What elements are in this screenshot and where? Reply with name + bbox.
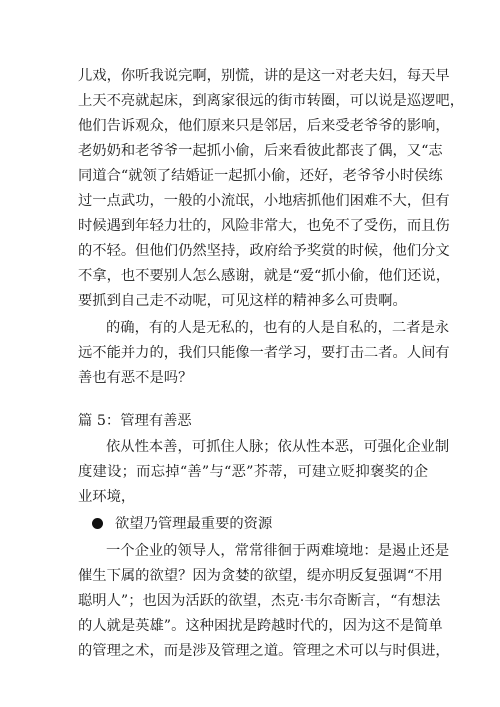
paragraph-line: 要抓到自己走不动呢，可见这样的精神多么可贵啊。 [78,293,407,309]
paragraph-line: 同道合“就领了结婚证一起抓小偷，还好，老爷爷小时侯练 [78,168,443,184]
paragraph-line: 善也有恶不是吗？ [78,370,193,386]
bullet-dot-icon [92,518,103,529]
paragraph-line: 不拿，也不要别人怎么感谢，就是“爱“抓小偷，他们还说， [78,268,451,284]
paragraph-line: 度建设；而忘掉“善”与“恶”芥蒂，可建立贬抑褒奖的企 [78,464,428,480]
paragraph-line: 他们告诉观众，他们原来只是邻居，后来受老爷爷的影响， [78,118,450,134]
paragraph-line: 的管理之术，而是涉及管理之道。管理之术可以与时俱进， [78,643,450,659]
section-heading: 篇 5：管理有善恶 [78,413,192,429]
paragraph-line: 的确，有的人是无私的，也有的人是自私的，二者是永 [106,320,450,336]
paragraph-line: 远不能并力的，我们只能像一者学习，要打击二者。人间有 [78,345,450,361]
paragraph-line: 聪明人”；也因为活跃的欲望，杰克·韦尔奇断言，“有想法 [78,593,441,609]
paragraph-line: 一个企业的领导人，常常徘徊于两难境地：是遏止还是 [106,543,450,559]
paragraph-line: 催生下属的欲望？因为贪婪的欲望，缇亦明反复强调“不用 [78,568,443,584]
paragraph-line: 依从性本善，可抓住人脉；依从性本恶，可强化企业制 [106,439,450,455]
bullet-text: 欲望乃管理最重要的资源 [115,516,273,532]
paragraph-line: 业环境， [78,489,136,505]
paragraph-line: 上天不亮就起床，到离家很远的街市转圈，可以说是巡逻吧， [78,93,465,109]
paragraph-line: 过一点武功，一般的小流氓，小地痞抓他们困难不大，但有 [78,193,450,209]
paragraph-line: 的人就是英雄”。这种困扰是跨越时代的，因为这不是简单 [78,618,443,634]
bullet-item [92,514,272,534]
paragraph-line: 儿戏，你听我说完啊，别慌，讲的是这一对老夫妇，每天早 [78,68,450,84]
paragraph-line: 时候遇到年轻力壮的，风险非常大，也免不了受伤，而且伤 [78,218,450,234]
paragraph-line: 的不轻。但他们仍然坚持，政府给予奖赏的时候，他们分文 [78,243,450,259]
paragraph-line: 老奶奶和老爷爷一起抓小偷，后来看彼此都丧了偶，又“志 [78,143,443,159]
